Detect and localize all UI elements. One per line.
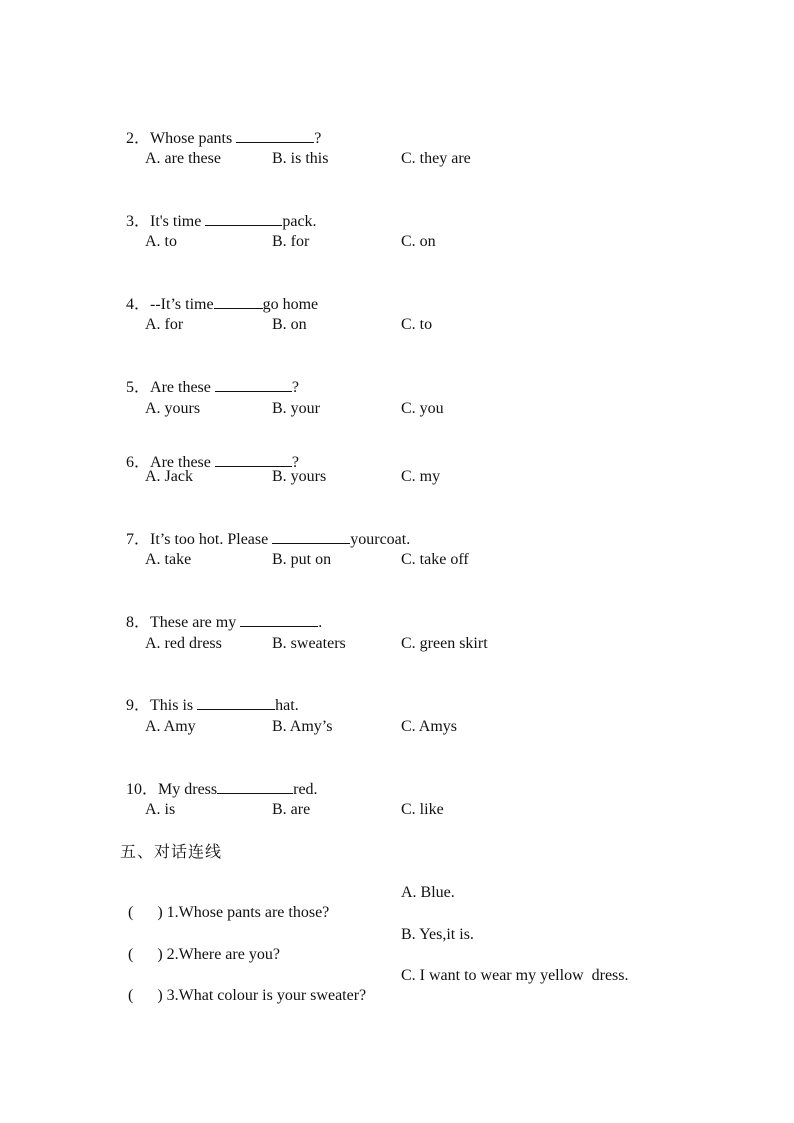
section-heading: 五、对话连线 (120, 842, 223, 861)
option-b: B. sweaters (272, 635, 346, 652)
question-text: These are my (150, 614, 241, 631)
question-text: My dress (158, 781, 218, 798)
option-b: B. put on (272, 551, 332, 568)
answer-blank[interactable] (236, 128, 314, 143)
match-row-1 (120, 883, 329, 923)
question-text-tail: ? (314, 130, 322, 147)
answer-blank[interactable] (272, 529, 350, 544)
match-answer: C. I want to wear my yellow dress. (401, 967, 629, 984)
option-b: B. are (272, 801, 311, 818)
question-text-tail: hat. (275, 697, 299, 714)
answer-paren[interactable]: ( ) (128, 946, 163, 963)
question-number: 3． (126, 213, 151, 230)
question-text-tail: red. (293, 781, 318, 798)
question-text: Are these (150, 379, 215, 396)
option-c: C. my (401, 468, 441, 485)
question-number: 7． (126, 531, 151, 548)
question-text: This is (150, 697, 198, 714)
question-text: It's time (150, 213, 206, 230)
option-a: A. Amy (145, 718, 196, 735)
option-b: B. yours (272, 468, 327, 485)
option-a: A. are these (145, 150, 221, 167)
match-row-3 (120, 966, 366, 1006)
question-8 (118, 592, 322, 633)
option-c: C. you (401, 400, 444, 417)
answer-blank[interactable] (215, 452, 292, 467)
answer-paren[interactable]: ( ) (128, 987, 163, 1004)
option-b: B. Amy’s (272, 718, 333, 735)
match-question: 2.Where are you? (166, 946, 280, 963)
option-a: A. is (145, 801, 176, 818)
answer-blank[interactable] (205, 211, 282, 226)
match-answer: A. Blue. (401, 884, 455, 901)
match-question: 3.What colour is your sweater? (166, 987, 367, 1004)
option-a: A. yours (145, 400, 201, 417)
option-c: C. on (401, 233, 436, 250)
question-number: 2． (126, 130, 151, 147)
question-text-tail: go home (262, 296, 319, 313)
question-text: --It’s time (150, 296, 214, 313)
question-number: 4． (126, 296, 151, 313)
question-text-tail: ? (291, 379, 299, 396)
option-a: A. red dress (145, 635, 222, 652)
question-3 (118, 191, 317, 232)
answer-blank[interactable] (240, 612, 318, 627)
question-text-tail: . (318, 614, 323, 631)
question-9 (118, 675, 299, 716)
option-c: C. green skirt (401, 635, 488, 652)
option-b: B. is this (272, 150, 329, 167)
question-text-tail: ? (291, 454, 299, 471)
answer-blank[interactable] (217, 779, 293, 794)
question-text: Are these (150, 454, 215, 471)
option-b: B. for (272, 233, 310, 250)
option-a: A. take (145, 551, 192, 568)
option-c: C. to (401, 316, 433, 333)
question-number: 5． (126, 379, 151, 396)
answer-blank[interactable] (214, 294, 263, 309)
question-number: 6． (126, 454, 151, 471)
question-text: Whose pants (150, 130, 237, 147)
question-number: 10． (126, 781, 159, 798)
question-7 (118, 509, 410, 550)
question-number: 8． (126, 614, 151, 631)
option-a: A. Jack (145, 468, 193, 485)
option-a: A. for (145, 316, 184, 333)
question-text-tail: yourcoat. (350, 531, 411, 548)
option-c: C. Amys (401, 718, 458, 735)
option-b: B. your (272, 400, 320, 417)
question-number: 9． (126, 697, 151, 714)
option-a: A. to (145, 233, 177, 250)
option-c: C. like (401, 801, 444, 818)
question-2 (118, 108, 321, 149)
option-b: B. on (272, 316, 307, 333)
answer-paren[interactable]: ( ) (128, 904, 163, 921)
answer-blank[interactable] (215, 377, 292, 392)
option-c: C. they are (401, 150, 471, 167)
match-row-2 (120, 925, 280, 965)
option-c: C. take off (401, 551, 469, 568)
question-4 (118, 274, 318, 315)
match-answer: B. Yes,it is. (401, 926, 474, 943)
answer-blank[interactable] (197, 695, 275, 710)
question-5 (118, 357, 299, 398)
question-10 (118, 759, 318, 800)
question-text-tail: pack. (282, 213, 317, 230)
match-question: 1.Whose pants are those? (166, 904, 330, 921)
question-text: It’s too hot. Please (150, 531, 273, 548)
